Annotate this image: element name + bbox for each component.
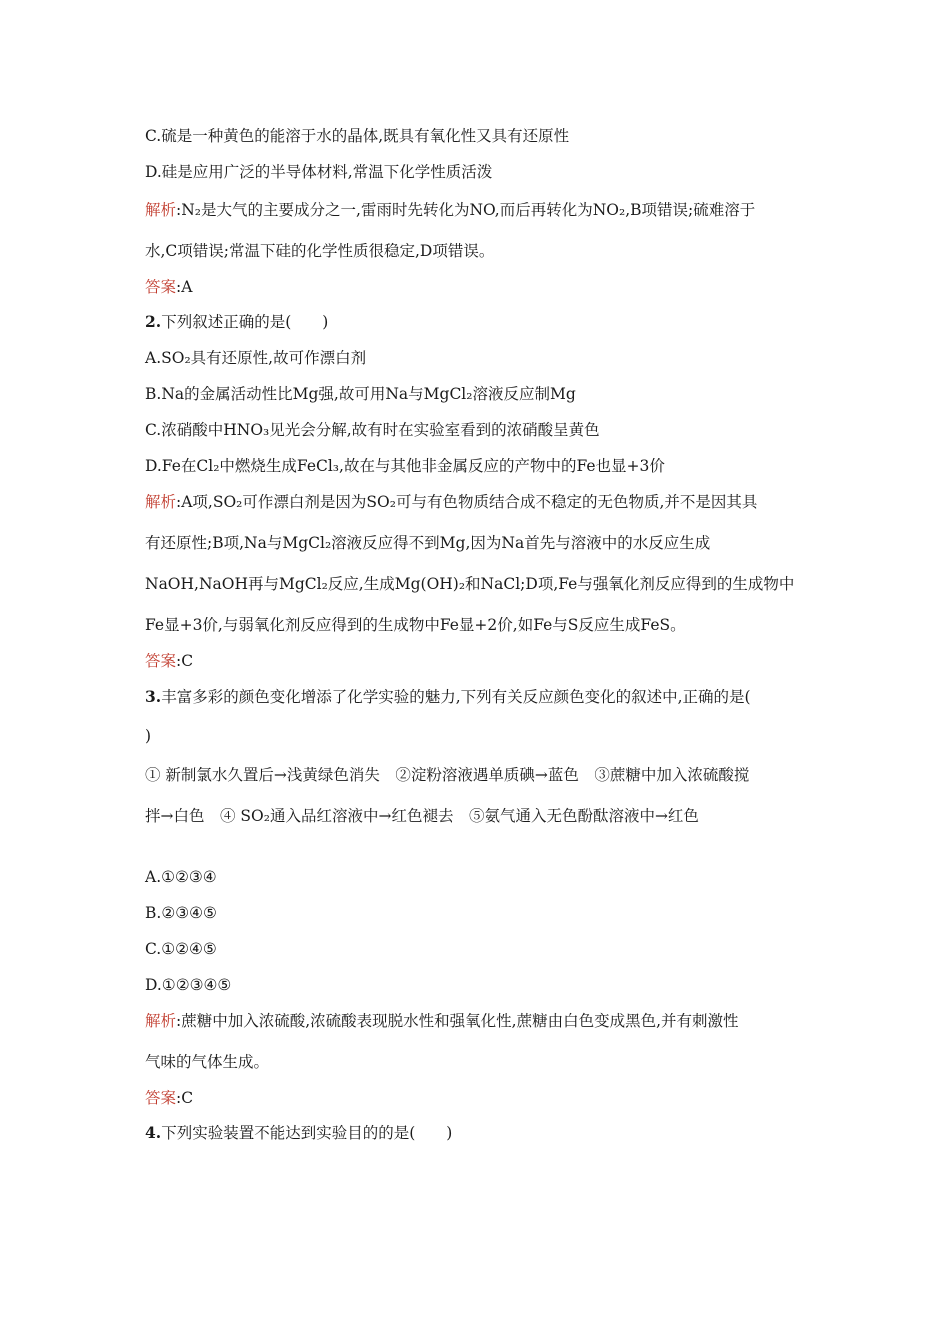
q3-items-line-2: 拌→白色 ④ SO₂通入品红溶液中→红色褪去 ⑤氨气通入无色酚酞溶液中→红色 bbox=[145, 807, 699, 825]
q3-items-line-1: ① 新制氯水久置后→浅黄绿色消失 ②淀粉溶液遇单质碘→蓝色 ③蔗糖中加入浓硫酸搅 bbox=[145, 766, 750, 784]
q3-option-a: A.①②③④ bbox=[145, 868, 217, 886]
answer-label: 答案 bbox=[145, 1089, 177, 1107]
answer-value: :A bbox=[176, 278, 193, 296]
answer-label: 答案 bbox=[145, 652, 177, 670]
analysis-text: :A项,SO₂可作漂白剂是因为SO₂可与有色物质结合成不稳定的无色物质,并不是因其具 bbox=[176, 493, 758, 511]
q2-option-b: B.Na的金属活动性比Mg强,故可用Na与MgCl₂溶液反应制Mg bbox=[145, 385, 576, 403]
question-number: 3. bbox=[145, 687, 162, 706]
q3-stem-line-1 bbox=[145, 686, 751, 708]
q1-option-d: D.硅是应用广泛的半导体材料,常温下化学性质活泼 bbox=[145, 163, 493, 181]
q2-analysis-line-2: 有还原性;B项,Na与MgCl₂溶液反应得不到Mg,因为Na首先与溶液中的水反应生成 bbox=[145, 534, 711, 552]
q1-answer bbox=[145, 276, 192, 298]
q2-stem bbox=[145, 311, 328, 333]
q2-analysis-line-1 bbox=[145, 491, 757, 513]
q2-analysis-line-3: NaOH,NaOH再与MgCl₂反应,生成Mg(OH)₂和NaCl;D项,Fe与强氧化剂反应得到的生成物中 bbox=[145, 575, 795, 593]
q2-answer bbox=[145, 650, 193, 672]
q3-analysis-line-2: 气味的气体生成。 bbox=[145, 1053, 270, 1071]
q2-option-c: C.浓硝酸中HNO₃见光会分解,故有时在实验室看到的浓硝酸呈黄色 bbox=[145, 421, 600, 439]
q2-analysis-line-4: Fe显+3价,与弱氧化剂反应得到的生成物中Fe显+2价,如Fe与S反应生成FeS。 bbox=[145, 616, 686, 634]
q3-option-b: B.②③④⑤ bbox=[145, 904, 217, 922]
q3-option-c: C.①②④⑤ bbox=[145, 940, 217, 958]
q3-stem-line-2: ) bbox=[145, 727, 152, 745]
answer-value: :C bbox=[176, 1089, 194, 1107]
analysis-label: 解析 bbox=[145, 1012, 177, 1030]
q3-option-d: D.①②③④⑤ bbox=[145, 976, 232, 994]
question-text: 丰富多彩的颜色变化增添了化学实验的魅力,下列有关反应颜色变化的叙述中,正确的是( bbox=[161, 688, 751, 706]
question-number: 4. bbox=[145, 1123, 162, 1142]
answer-value: :C bbox=[176, 652, 194, 670]
q2-option-d: D.Fe在Cl₂中燃烧生成FeCl₃,故在与其他非金属反应的产物中的Fe也显+3价 bbox=[145, 457, 665, 475]
answer-label: 答案 bbox=[145, 278, 177, 296]
q1-option-c: C.硫是一种黄色的能溶于水的晶体,既具有氧化性又具有还原性 bbox=[145, 127, 570, 145]
q1-analysis-line-2: 水,C项错误;常温下硅的化学性质很稳定,D项错误。 bbox=[145, 242, 495, 260]
q1-analysis-line-1 bbox=[145, 199, 755, 221]
question-text: 下列实验装置不能达到实验目的的是( ) bbox=[161, 1124, 453, 1142]
analysis-label: 解析 bbox=[145, 493, 177, 511]
q3-analysis-line-1 bbox=[145, 1010, 739, 1032]
analysis-text: :蔗糖中加入浓硫酸,浓硫酸表现脱水性和强氧化性,蔗糖由白色变成黑色,并有刺激性 bbox=[176, 1012, 739, 1030]
question-text: 下列叙述正确的是( ) bbox=[161, 313, 329, 331]
question-number: 2. bbox=[145, 312, 162, 331]
analysis-text: :N₂是大气的主要成分之一,雷雨时先转化为NO,而后再转化为NO₂,B项错误;硫难溶于 bbox=[176, 201, 756, 219]
q3-answer bbox=[145, 1087, 193, 1109]
q4-stem bbox=[145, 1122, 452, 1144]
q2-option-a: A.SO₂具有还原性,故可作漂白剂 bbox=[145, 349, 367, 367]
analysis-label: 解析 bbox=[145, 201, 177, 219]
